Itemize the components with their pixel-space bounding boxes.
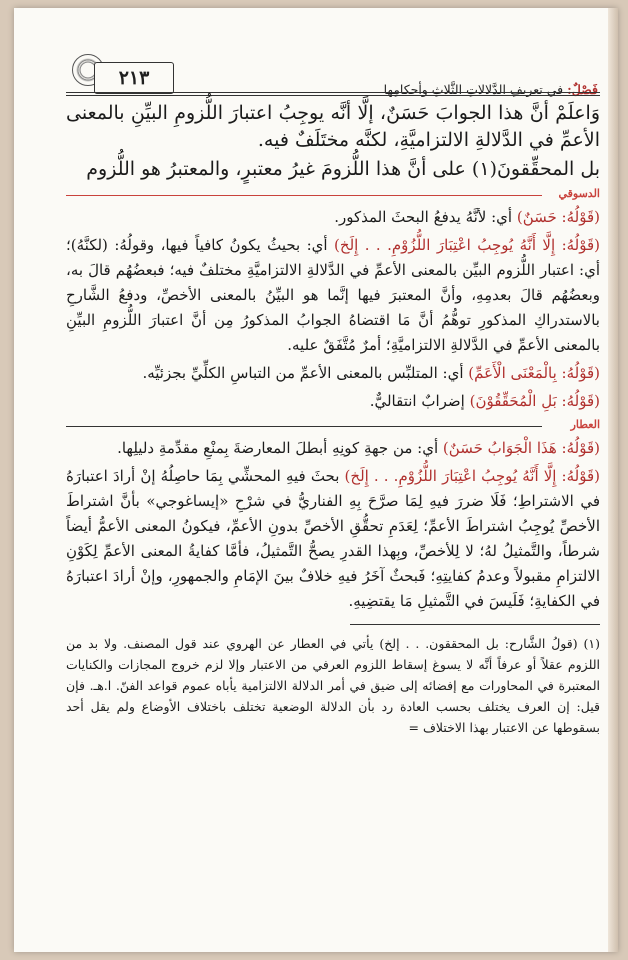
chapter-title-lead: فَصْلٌ: <box>567 82 598 97</box>
book-page <box>14 8 618 952</box>
attar-separator <box>66 418 600 434</box>
commentary-text: بحثَ فيهِ المحشِّي بِمَا حاصِلُهُ إنْ أرادَ اعتبارَهُ في الاشتراطِ؛ فَلَا ضررَ فيهِ لِمَا صرَّحَ بِهِ الفناريُّ في شرْحِ «إيساغوجي» بأنَّ اشتراطَ الأخصِّ يُوجِبُ اشتراطَ الأعمِّ؛ لِعَدَمِ تحقُّقِ الأخصِّ بدونِ الأعمِّ، فيكونُ المعنى الأعمُّ أيضاً شرطاً، والتَّمثيلُ لهُ؛ لا لِلأخصِّ، وبِهذا القدرِ يصحُّ التَّمثيلُ، فأمَّا كفايةُ المعنى الأعمِّ لِكَوْنِ الالتزامِ مقبولاً وعدمُ كفايتِهِ؛ فَبحثٌ آخَرُ فيهِ خلافٌ بينَ الإمَامِ والجمهورِ، وإنْ أرادَ اعتبارَهُ في الكفايةِ؛ فَلَيسَ في التَّمثيلِ مَا يقتضِيهِ. <box>66 467 600 610</box>
separator-line <box>66 426 542 427</box>
attar-commentary <box>66 436 600 614</box>
commentary-text: أي: من جهةِ كونِهِ أبطلَ المعارضةَ بِمنْعِ مقدِّمةِ دليلِها. <box>117 439 443 457</box>
page-number: ٢١٣ <box>94 62 174 94</box>
commentary-quote: (قَوْلُهُ: هَذَا الْجَوَابُ حَسَنٌ) <box>442 439 600 457</box>
commentary-quote: (قَوْلُهُ: حَسَنٌ) <box>516 208 600 226</box>
commentary-text: أي: المتلبِّس بالمعنى الأعمِّ من التباسِ الكلِّيِّ بجزئيِّه. <box>142 364 469 382</box>
main-paragraph: بل المحقِّقونَ(١) على أنَّ هذا اللُّزومَ غيرُ معتبرٍ، والمعتبرُ هو اللُّزوم <box>86 158 600 180</box>
footnote-rule <box>350 624 600 625</box>
commentary-text: أي: بحيثُ يكونُ كافياً فيها، وقولُهُ: (لكنَّهُ)؛ أي: اعتبار اللُّزوم البيِّن بالمعنى الأعمِّ في الدَّلالةِ الالتزاميَّةِ مختلفٌ فيه؛ فبعضُهُم قالَ به، وبعضُهُم قالَ بعدمِهِ، وأنَّ المعتبرَ فيها إنَّما هو البيِّنُ بالمعنى الأخصِّ، ودفعُ الشَّارحِ بالاستدراكِ المذكورِ توهُّمُ أنَّ مَا اقتضاهُ الجوابُ المذكورُ مِن أنَّ اعتبارَ اللُّزومِ البيِّنِ بالمعنى الأعمِّ في الدَّلالةِ الالتزاميَّةِ؛ أمرٌ مُتَّفَقٌ عليه. <box>66 236 600 354</box>
page-edge <box>608 8 618 952</box>
commentary-quote: (قَوْلُهُ: إِلَّا أَنَّهُ يُوجِبُ اعْتِبَارَ اللُّزُوْمِ. . . إِلَخ) <box>334 236 601 254</box>
commentary-paragraph <box>66 361 600 386</box>
commentary-text: إضرابٌ انتقاليٌّ. <box>369 392 470 410</box>
commentary-paragraph <box>66 205 600 230</box>
chapter-title-rest: في تعريفِ الدَّلالاتِ الثَّلاثِ وأحكامِها <box>383 82 564 97</box>
page-body <box>66 100 600 738</box>
commentary-paragraph <box>66 233 600 358</box>
footnote <box>66 633 600 738</box>
main-paragraph: وَاعلَمْ أنَّ هذا الجوابَ حَسَنٌ، إلَّا أنَّه يوجِبُ اعتبارَ اللُّزومِ البيِّنِ بالمعنى الأعمِّ في الدَّلالةِ الالتزاميَّةِ، لكنَّه مختَلَفٌ فيه. <box>66 102 600 151</box>
separator-line <box>66 195 542 196</box>
dasuqi-commentary <box>66 205 600 414</box>
commentary-paragraph <box>66 436 600 461</box>
main-text <box>66 100 600 183</box>
running-header <box>66 48 606 97</box>
commentary-quote: (قَوْلُهُ: بِالْمَعْنَى الْأَعَمِّ) <box>468 364 600 382</box>
header-rule <box>66 92 600 96</box>
dasuqi-label: الدسوقي <box>558 187 600 200</box>
commentary-quote: (قَوْلُهُ: بَلِ الْمُحَقِّقُوْنَ) <box>469 392 600 410</box>
dasuqi-separator <box>66 187 600 203</box>
commentary-paragraph <box>66 464 600 614</box>
commentary-paragraph <box>66 389 600 414</box>
footnote-text: (١) (قولُ الشَّارح: بل المحققون. . . إلخ) يأتي في العطار عن الهروي عند قول المصنف. ولا بد من اللزوم عقلاً أو عرفاً أنَّه لا يسوغ إسقاط اللزوم العرفي من الاعتبار وإلا لزم خروج المجازات والكنايات المعتبرة في المحاورات مع إفضائه إلى ضيق في أمر الدلالة الالتزامية يأباه عموم قواعد الفنّ. ا.هـ. فإن قيل: إن العرف يختلف بحسب العادة رد بأن الدلالة الوضعية تختلف باختلاف الأوضاع ولم يقل أحد بسقوطها عن الاعتبار بهذا الاختلاف = <box>66 636 600 735</box>
attar-label: العطار <box>570 418 600 431</box>
commentary-quote: (قَوْلُهُ: إِلَّا أَنَّهُ يُوجِبُ اعْتِبَارَ اللُّزُوْمِ. . . إِلَخ) <box>344 467 600 485</box>
commentary-text: أي: لأنَّهُ يدفعُ البحثَ المذكور. <box>334 208 517 226</box>
